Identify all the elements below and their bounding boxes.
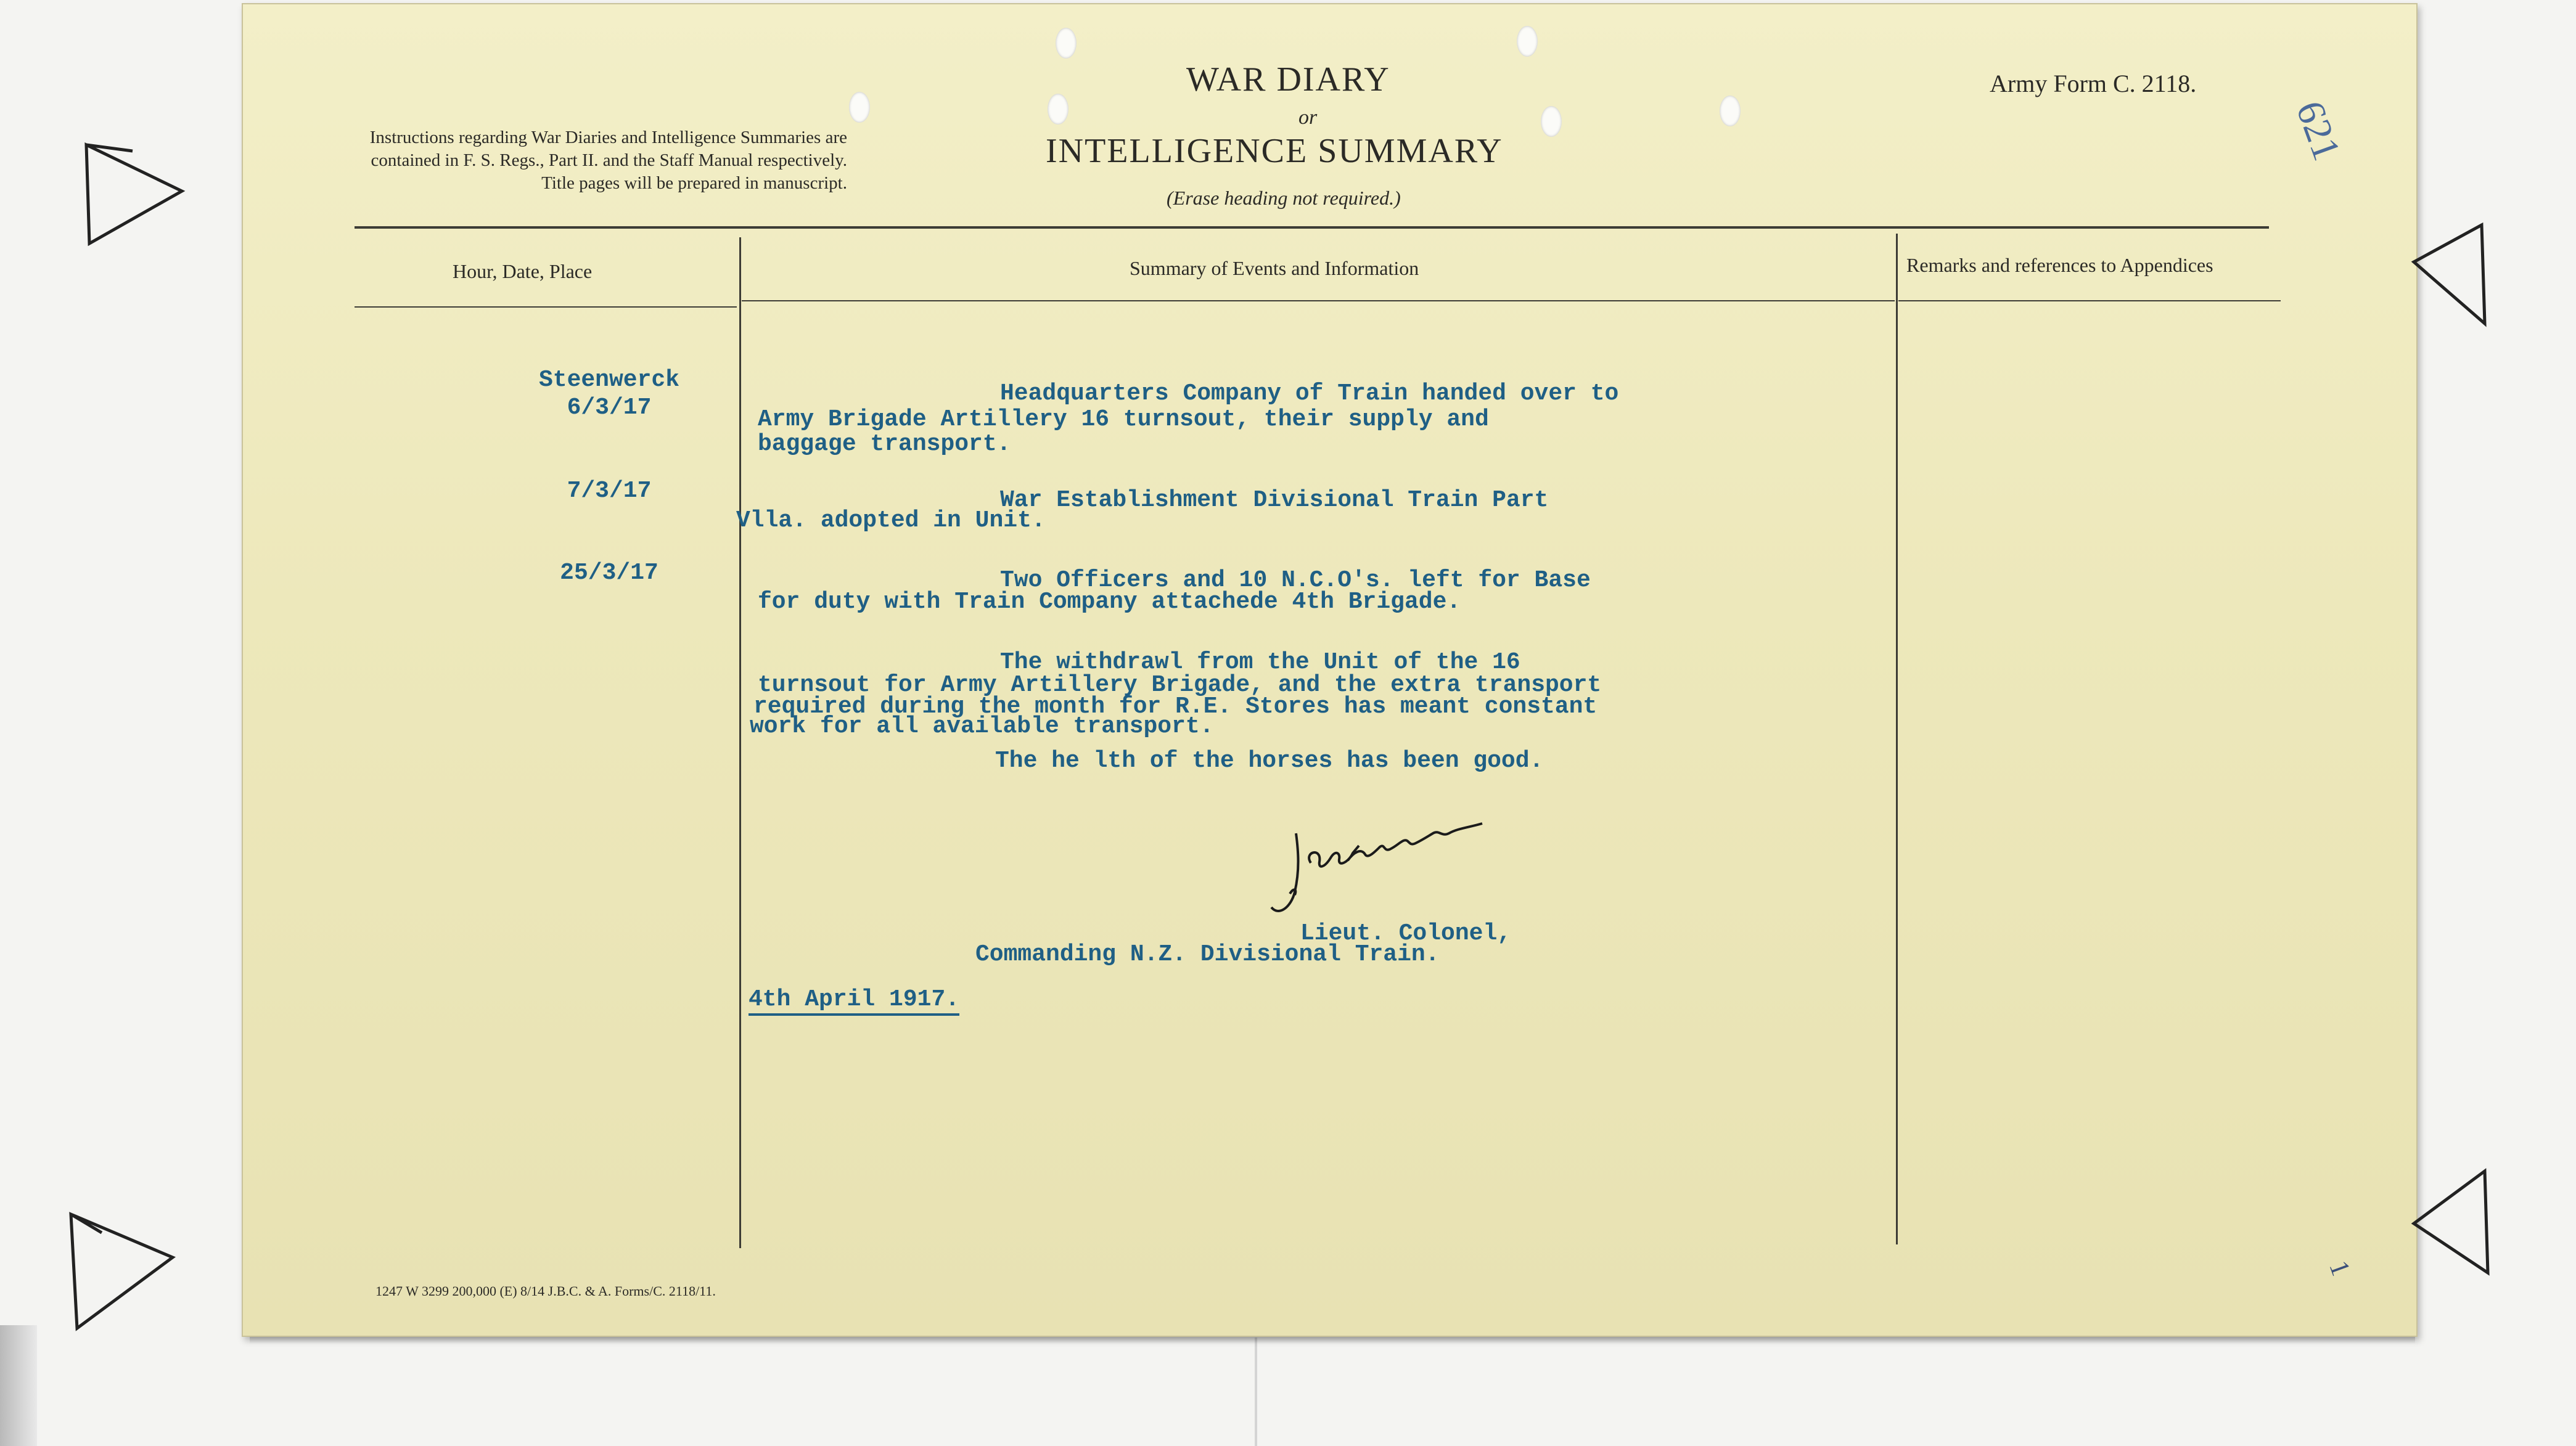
summary-line: work for all available transport. (750, 713, 1214, 740)
diary-title: WAR DIARY (1186, 60, 1390, 99)
date-signed: 4th April 1917. (749, 987, 959, 1016)
punch-hole (1056, 28, 1077, 59)
column-divider (1896, 234, 1898, 1244)
triangle-mark-icon (2408, 219, 2491, 330)
form-number: Army Form C. 2118. (1990, 70, 2197, 97)
column-head-rule (355, 306, 737, 308)
summary-line: The withdrawl from the Unit of the 16 (1000, 649, 1520, 676)
summary-line: turnsout for Army Artillery Brigade, and the extra transport (758, 672, 1602, 698)
summary-line: required during the month for R.E. Stores has meant constant (753, 693, 1598, 720)
erase-note: (Erase heading not required.) (1167, 187, 1401, 209)
war-diary-sheet (242, 3, 2418, 1337)
column-divider (739, 237, 741, 1248)
triangle-mark-icon (2408, 1165, 2494, 1279)
entry-line: Two Officers and 10 N.C.O's. left for Base (1000, 567, 1591, 594)
entry-date: 7/3/17 (567, 478, 652, 504)
punch-hole (1048, 94, 1069, 125)
entry-date: 25/3/17 (560, 560, 658, 586)
column-head-summary: Summary of Events and Information (1130, 257, 1419, 279)
triangle-mark-icon (74, 139, 191, 250)
signatory-command: Commanding N.Z. Divisional Train. (975, 941, 1440, 968)
punch-hole (1517, 26, 1538, 57)
entry-line: for duty with Train Company attachede 4th Brigade. (758, 589, 1461, 615)
entry-date: 6/3/17 (567, 394, 652, 421)
handwritten-signature (1266, 809, 1525, 932)
entry-line: Headquarters Company of Train handed over to (1000, 380, 1619, 407)
punch-hole (1720, 96, 1741, 126)
folio-number: 621 (2287, 95, 2350, 166)
entry-place: Steenwerck (538, 367, 680, 393)
column-head-rule (1898, 300, 2281, 301)
table-crease (1255, 1338, 1257, 1446)
entry-line: baggage transport. (758, 431, 1011, 457)
background-shadow (0, 1325, 37, 1446)
punch-hole (1541, 106, 1562, 137)
diary-subtitle: INTELLIGENCE SUMMARY (1046, 132, 1503, 170)
summary-line: The he lth of the horses has been good. (995, 748, 1544, 774)
page-mark: 1 (2323, 1256, 2357, 1280)
printer-imprint: 1247 W 3299 200,000 (E) 8/14 J.B.C. & A. Forms/C. 2118/11. (375, 1283, 716, 1299)
punch-hole (849, 92, 870, 123)
entry-line: Vlla. adopted in Unit. (736, 507, 1046, 534)
title-or: or (1298, 106, 1318, 129)
column-head-rule (742, 300, 1895, 301)
column-head-hour-date-place: Hour, Date, Place (453, 260, 593, 282)
entry-line: War Establishment Divisional Train Part (1000, 487, 1549, 513)
header-rule (355, 226, 2269, 229)
triangle-mark-icon (59, 1205, 182, 1338)
column-head-remarks: Remarks and references to Appendices (1906, 254, 2213, 276)
entry-line: Army Brigade Artillery 16 turnsout, their supply and (758, 406, 1489, 433)
paper-shadow (250, 1336, 2415, 1344)
instructions-note: Instructions regarding War Diaries and Intelligence Summaries are contained in F. S. Regs., Part II. and the Staff Manual respectively. Title pages will be prepared in manuscript. (369, 128, 847, 193)
signatory-rank: Lieut. Colonel, (1300, 920, 1512, 947)
